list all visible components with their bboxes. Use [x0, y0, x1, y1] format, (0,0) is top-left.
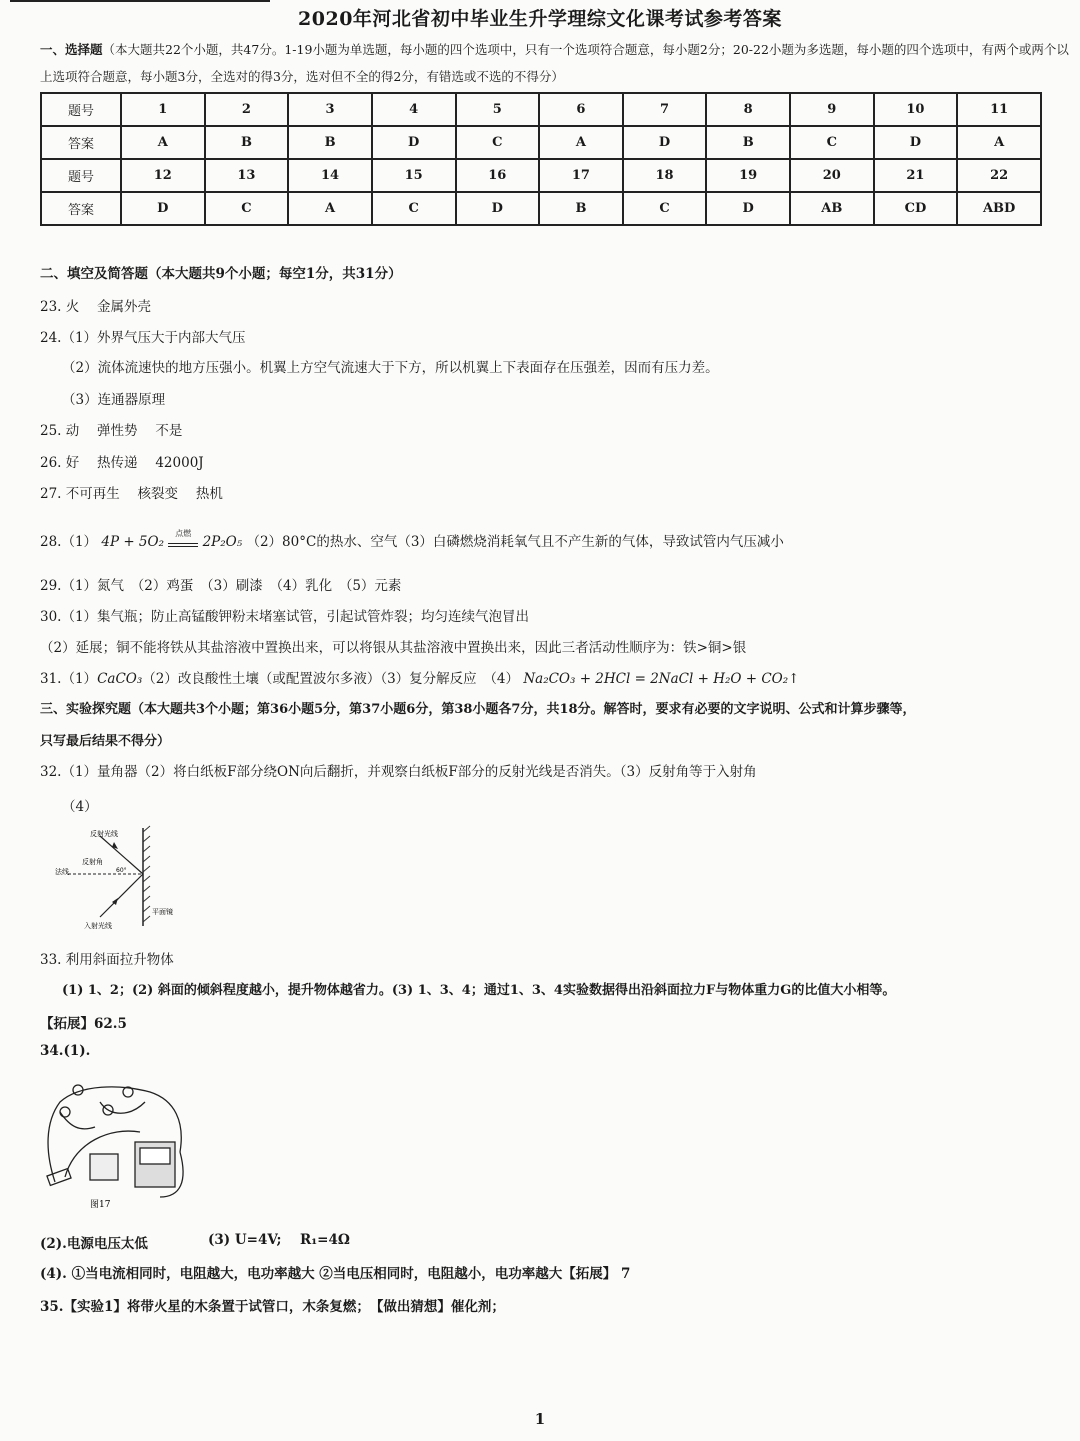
label-normal: 法线	[55, 868, 69, 876]
table-row	[41, 126, 1041, 159]
label-incident: 入射光线	[84, 922, 112, 930]
table-row	[41, 93, 1041, 126]
equation-left: 4P + 5O₂	[101, 534, 164, 550]
table-row	[41, 159, 1041, 192]
table-cell: 3	[288, 93, 372, 126]
answer-35: 35.【实验1】将带火星的木条置于试管口，木条复燃； 【做出猜想】催化剂；	[40, 1299, 505, 1315]
table-cell: 19	[706, 159, 790, 192]
table-cell: A	[539, 126, 623, 159]
top-rule	[10, 0, 270, 2]
table-cell: 7	[623, 93, 707, 126]
section3-heading: 三、实验探究题（本大题共3个小题；第36小题5分，第37小题6分，第38小题各7分，共18分。解答时，要求有必要的文字说明、公式和计算步骤等，	[40, 702, 916, 717]
answer-31-b: （2）改良酸性土壤（或配置波尔多液）（3）复分解反应 （4）	[142, 671, 520, 687]
answer-27: 27. 不可再生 核裂变 热机	[40, 486, 223, 502]
answer-26: 26. 好 热传递 42000J	[40, 455, 204, 471]
answer-30-2: （2）延展；铜不能将铁从其盐溶液中置换出来，可以将银从其盐溶液中置换出来，因此三者活动性顺序为：铁>铜>银	[40, 640, 747, 656]
answer-33-extension: 【拓展】62.5	[40, 1016, 127, 1032]
table-cell: 18	[623, 159, 707, 192]
table-cell: 10	[874, 93, 958, 126]
label-reflected: 反射光线	[90, 830, 118, 838]
table-cell: 8	[706, 93, 790, 126]
answer-34-1: 34.(1).	[40, 1043, 91, 1059]
table-cell: D	[372, 126, 456, 159]
answer-34-3b: R₁=4Ω	[300, 1232, 350, 1248]
table-cell: B	[706, 126, 790, 159]
section1-heading: 一、选择题	[40, 42, 103, 57]
answer-24-1: 24.（1）外界气压大于内部大气压	[40, 330, 246, 346]
table-cell: ABD	[957, 192, 1041, 225]
answer-28-label: 28.（1）	[40, 534, 98, 550]
table-cell: 2	[205, 93, 289, 126]
table-cell: 9	[790, 93, 874, 126]
answer-32: 32.（1）量角器（2）将白纸板F部分绕ON向后翻折，并观察白纸板F部分的反射光线是否消失。（3）反射角等于入射角	[40, 764, 757, 780]
answer-28	[40, 530, 784, 550]
page-title: 2020年河北省初中毕业生升学理综文化课考试参考答案	[298, 8, 782, 30]
answer-33-title: 33. 利用斜面拉升物体	[40, 952, 174, 968]
answer-34-4: (4). ①当电流相同时，电阻越大，电功率越大 ②当电压相同时，电阻越小，电功率越大【拓展】 7	[40, 1266, 631, 1282]
table-cell: 17	[539, 159, 623, 192]
table-cell: 12	[121, 159, 205, 192]
table-cell: 11	[957, 93, 1041, 126]
figure-caption: 图17	[90, 1200, 111, 1210]
answer-33-body: (1) 1、2；(2) 斜面的倾斜程度越小，提升物体越省力。(3) 1、3、4；通过1、3、4实验数据得出沿斜面拉力F与物体重力G的比值大小相等。	[62, 983, 896, 998]
table-cell: 21	[874, 159, 958, 192]
row-label: 答案	[41, 192, 121, 225]
answer-table	[40, 92, 1042, 226]
table-cell: D	[623, 126, 707, 159]
section1-desc: （本大题共22个小题，共47分。1-19小题为单选题，每小题的四个选项中，只有一个选项符合题意，每小题2分；20-22小题为多选题，每小题的四个选项中，有两个或两个以上选项符合题意，每小题3分，全选对的得3分，选对但不全的得2分，有错选或不选的不得分）	[40, 42, 1069, 84]
reflection-diagram	[50, 822, 190, 934]
answer-31-a: 31.（1）	[40, 671, 98, 687]
equation-31: Na₂CO₃ + 2HCl = 2NaCl + H₂O + CO₂↑	[523, 671, 800, 687]
table-cell: C	[623, 192, 707, 225]
section2-heading: 二、填空及简答题（本大题共9个小题；每空1分，共31分）	[40, 266, 402, 282]
reaction-arrow	[168, 528, 198, 547]
table-cell: B	[205, 126, 289, 159]
section1-intro	[40, 36, 1070, 90]
answer-24-3: （3）连通器原理	[62, 392, 166, 408]
table-cell: 15	[372, 159, 456, 192]
table-cell: 22	[957, 159, 1041, 192]
answer-28-rest: （2）80°C的热水、空气（3）白磷燃烧消耗氧气且不产生新的气体，导致试管内气压减小	[246, 534, 784, 550]
reaction-condition: 点燃	[175, 528, 192, 538]
table-cell: A	[957, 126, 1041, 159]
table-cell: D	[706, 192, 790, 225]
table-cell: C	[790, 126, 874, 159]
page-number: 1	[534, 1410, 546, 1428]
table-cell: C	[372, 192, 456, 225]
answer-34-3: (3) U=4V;	[208, 1232, 282, 1248]
table-cell: 16	[456, 159, 540, 192]
row-label: 答案	[41, 126, 121, 159]
section3-heading-cont: 只写最后结果不得分）	[40, 734, 171, 749]
table-cell: 1	[121, 93, 205, 126]
table-cell: 14	[288, 159, 372, 192]
row-label: 题号	[41, 159, 121, 192]
table-cell: A	[288, 192, 372, 225]
table-cell: 20	[790, 159, 874, 192]
answer-29: 29.（1）氮气 （2）鸡蛋 （3）刷漆 （4）乳化 （5）元素	[40, 578, 402, 594]
caco3-formula: CaCO₃	[97, 671, 143, 687]
table-cell: D	[874, 126, 958, 159]
table-cell: C	[205, 192, 289, 225]
answer-34-2: (2).电源电压太低	[40, 1236, 148, 1252]
table-cell: AB	[790, 192, 874, 225]
table-cell: 5	[456, 93, 540, 126]
answer-32-4: （4）	[62, 799, 98, 815]
answer-24-2: （2）流体流速快的地方压强小。机翼上方空气流速大于下方，所以机翼上下表面存在压强差，因而有压力差。	[62, 360, 719, 376]
table-cell: B	[539, 192, 623, 225]
row-label: 题号	[41, 93, 121, 126]
table-cell: 4	[372, 93, 456, 126]
table-cell: D	[456, 192, 540, 225]
label-mirror: 平面镜	[152, 908, 173, 916]
label-angle: 反射角	[82, 858, 103, 866]
answer-25: 25. 动 弹性势 不是	[40, 423, 183, 439]
table-row	[41, 192, 1041, 225]
label-degree: 60°	[116, 867, 127, 874]
answer-31	[40, 667, 799, 687]
table-cell: B	[288, 126, 372, 159]
table-cell: 13	[205, 159, 289, 192]
answer-30-1: 30.（1）集气瓶；防止高锰酸钾粉末堵塞试管，引起试管炸裂；均匀连续气泡冒出	[40, 609, 530, 625]
table-cell: C	[456, 126, 540, 159]
equation-right: 2P₂O₅	[202, 534, 243, 550]
table-cell: D	[121, 192, 205, 225]
table-cell: 6	[539, 93, 623, 126]
table-cell: CD	[874, 192, 958, 225]
circuit-diagram	[40, 1072, 190, 1212]
answer-23: 23. 火 金属外壳	[40, 299, 152, 315]
table-cell: A	[121, 126, 205, 159]
